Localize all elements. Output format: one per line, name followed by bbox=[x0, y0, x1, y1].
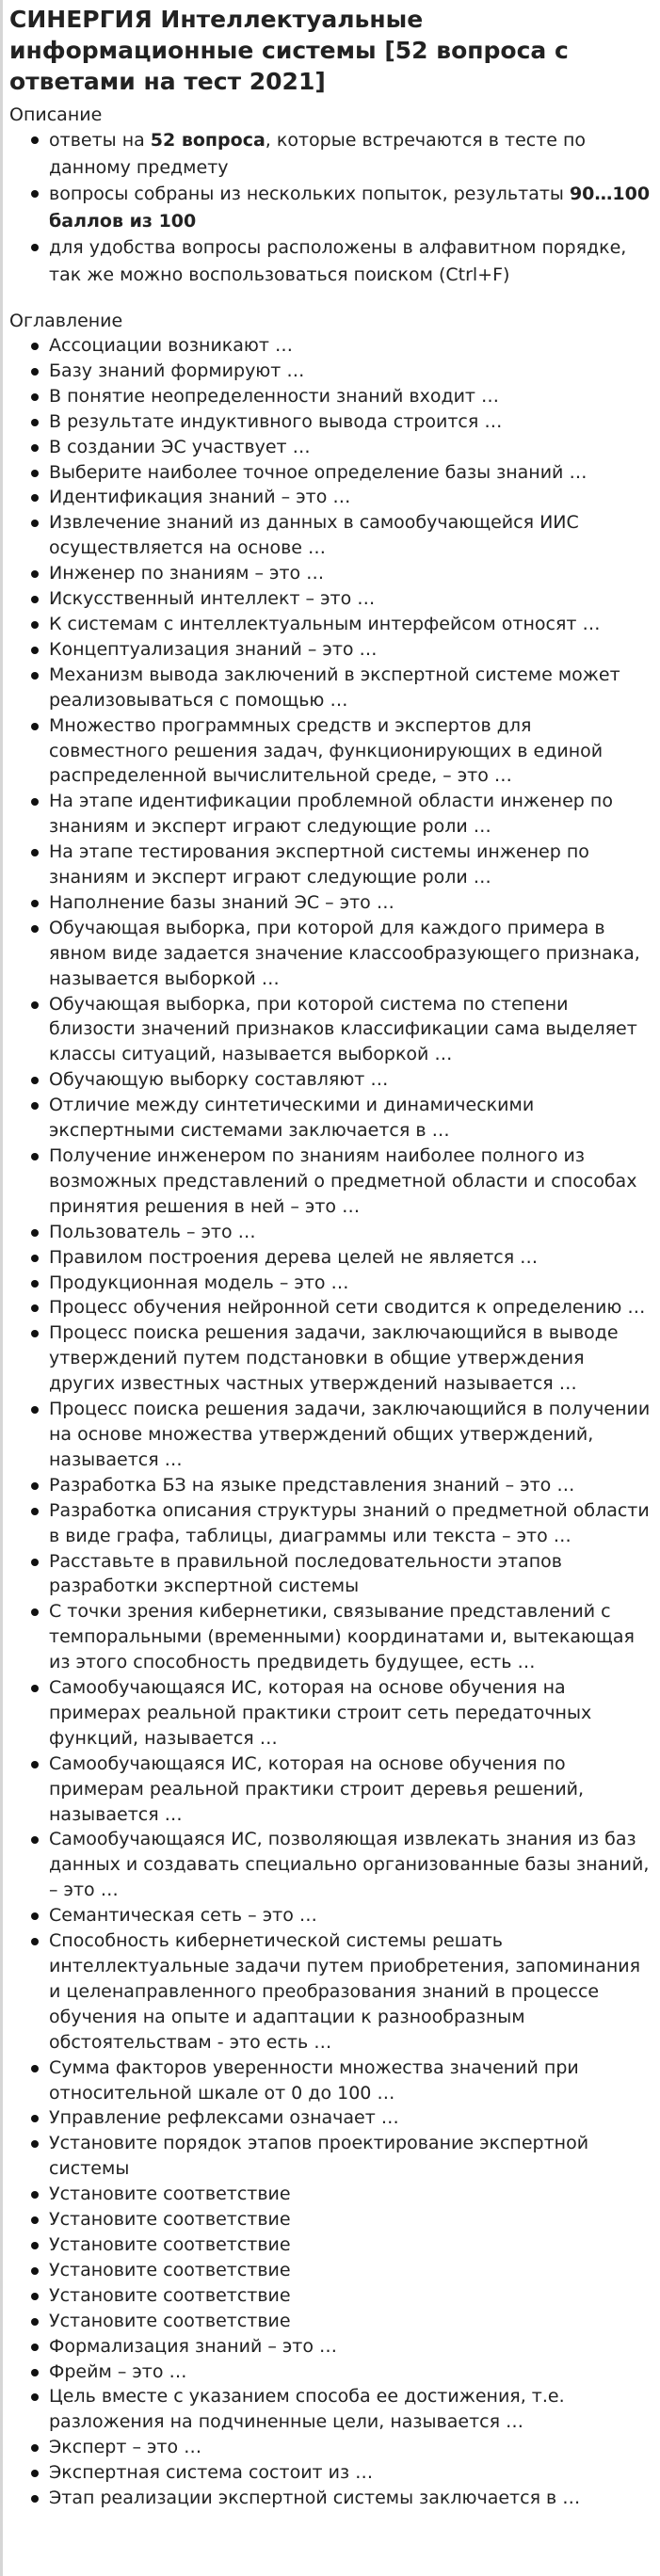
toc-item[interactable]: С точки зрения кибернетики, связывание представлений с темпоральными (временными) координатами и, вытекающая из этого способность предвидеть будущее, есть … bbox=[49, 1599, 651, 1675]
toc-item[interactable]: Наполнение базы знаний ЭС – это … bbox=[49, 890, 651, 916]
toc-item[interactable]: В понятие неопределенности знаний входит … bbox=[49, 384, 651, 409]
toc-item[interactable]: Установите соответствие bbox=[49, 2207, 651, 2232]
toc-item[interactable]: На этапе идентификации проблемной области инженер по знаниям и эксперт играют следующие роли … bbox=[49, 789, 651, 840]
toc-item[interactable]: Управление рефлексами означает … bbox=[49, 2105, 651, 2131]
toc-item[interactable]: Расставьте в правильной последовательности этапов разработки экспертной системы bbox=[49, 1549, 651, 1600]
toc-item[interactable]: Правилом построения дерева целей не является … bbox=[49, 1245, 651, 1271]
spacer bbox=[9, 288, 651, 309]
description-item bbox=[49, 127, 651, 181]
toc-item[interactable]: Продукционная модель – это … bbox=[49, 1271, 651, 1296]
toc-list bbox=[9, 333, 651, 2511]
toc-item[interactable]: Пользователь – это … bbox=[49, 1220, 651, 1245]
toc-item[interactable]: В создании ЭС участвует … bbox=[49, 435, 651, 460]
description-item-bold: 52 вопроса bbox=[150, 130, 266, 151]
toc-item[interactable]: Установите соответствие bbox=[49, 2182, 651, 2207]
toc-item[interactable]: Цель вместе с указанием способа ее достижения, т.е. разложения на подчиненные цели, называется … bbox=[49, 2384, 651, 2435]
toc-item[interactable]: Установите порядок этапов проектирование экспертной системы bbox=[49, 2131, 651, 2182]
toc-item[interactable]: Сумма факторов уверенности множества значений при относительной шкале от 0 до 100 … bbox=[49, 2056, 651, 2106]
toc-item[interactable]: Установите соответствие bbox=[49, 2309, 651, 2334]
toc-item[interactable]: Выберите наиболее точное определение базы знаний … bbox=[49, 460, 651, 486]
toc-item[interactable]: Установите соответствие bbox=[49, 2258, 651, 2283]
toc-item[interactable]: Самообучающаяся ИС, позволяющая извлекать знания из баз данных и создавать специально организованные базы знаний, – это … bbox=[49, 1827, 651, 1903]
description-item-text: , которые встречаются в тесте по данному предмету bbox=[49, 130, 587, 178]
description-item bbox=[49, 181, 651, 234]
toc-item[interactable]: Установите соответствие bbox=[49, 2232, 651, 2258]
toc-item[interactable]: Способность кибернетической системы решать интеллектуальные задачи путем приобретения, запоминания и целенаправленного преобразования знаний в процессе обучения на опыте и адаптации к разнообразным обстоятельствам - это есть … bbox=[49, 1928, 651, 2056]
toc-item[interactable]: Извлечение знаний из данных в самообучающейся ИИС осуществляется на основе … bbox=[49, 510, 651, 561]
description-item bbox=[49, 234, 651, 288]
toc-item[interactable]: Ассоциации возникают … bbox=[49, 333, 651, 359]
toc-item[interactable]: Идентификация знаний – это … bbox=[49, 485, 651, 510]
toc-item[interactable]: На этапе тестирования экспертной системы инженер по знаниям и эксперт играют следующие роли … bbox=[49, 840, 651, 890]
toc-item[interactable]: Базу знаний формируют … bbox=[49, 359, 651, 384]
toc-item[interactable]: Семантическая сеть – это … bbox=[49, 1903, 651, 1928]
description-item-text: вопросы собраны из нескольких попыток, результаты bbox=[49, 184, 570, 204]
description-list bbox=[9, 127, 651, 288]
toc-item[interactable]: Искусственный интеллект – это … bbox=[49, 586, 651, 612]
description-item-bold: 90…100 баллов из 100 bbox=[49, 184, 651, 232]
toc-item[interactable]: Формализация знаний – это … bbox=[49, 2334, 651, 2360]
toc-item[interactable]: В результате индуктивного вывода строится … bbox=[49, 409, 651, 435]
toc-item[interactable]: Эксперт – это … bbox=[49, 2435, 651, 2460]
toc-item[interactable]: Инженер по знаниям – это … bbox=[49, 561, 651, 586]
toc-item[interactable]: Установите соответствие bbox=[49, 2283, 651, 2309]
toc-item[interactable]: Обучающая выборка, при которой для каждого примера в явном виде задается значение классообразующего признака, называется выборкой … bbox=[49, 916, 651, 992]
toc-item[interactable]: Процесс поиска решения задачи, заключающийся в получении на основе множества утверждений общих утверждений, называется … bbox=[49, 1397, 651, 1473]
toc-item[interactable]: Экспертная система состоит из … bbox=[49, 2460, 651, 2486]
toc-item[interactable]: Механизм вывода заключений в экспертной системе может реализовываться с помощью … bbox=[49, 663, 651, 713]
toc-item[interactable]: Получение инженером по знаниям наиболее полного из возможных представлений о предметной области и способах принятия решения в ней – это … bbox=[49, 1144, 651, 1220]
description-item-text: ответы на bbox=[49, 130, 151, 151]
description-label: Описание bbox=[9, 104, 103, 125]
page-title: СИНЕРГИЯ Интеллектуальные информационные системы [52 вопроса с ответами на тест 2021] bbox=[9, 6, 569, 95]
toc-item[interactable]: Обучающая выборка, при которой система по степени близости значений признаков классификации сама выделяет классы ситуаций, называется выборкой … bbox=[49, 992, 651, 1068]
toc-item[interactable]: Отличие между синтетическими и динамическими экспертными системами заключается в … bbox=[49, 1093, 651, 1144]
left-border bbox=[0, 0, 3, 2576]
toc-item[interactable]: Самообучающаяся ИС, которая на основе обучения по примерам реальной практики строит деревья решений, называется … bbox=[49, 1752, 651, 1828]
toc-item[interactable]: Разработка описания структуры знаний о предметной области в виде графа, таблицы, диаграммы или текста – это … bbox=[49, 1498, 651, 1549]
toc-item[interactable]: К системам с интеллектуальным интерфейсом относят … bbox=[49, 612, 651, 637]
toc-item[interactable]: Процесс обучения нейронной сети сводится к определению … bbox=[49, 1295, 651, 1320]
description-item-text: для удобства вопросы расположены в алфавитном порядке, так же можно воспользоваться поиском (Ctrl+F) bbox=[49, 237, 627, 285]
toc-item[interactable]: Этап реализации экспертной системы заключается в … bbox=[49, 2486, 651, 2511]
toc-item[interactable]: Множество программных средств и экспертов для совместного решения задач, функционирующих в единой распределенной вычислительной среде, – это … bbox=[49, 713, 651, 790]
toc-item[interactable]: Обучающую выборку составляют … bbox=[49, 1067, 651, 1093]
toc-item[interactable]: Процесс поиска решения задачи, заключающийся в выводе утверждений путем подстановки в общие утверждения других известных частных утверждений называется … bbox=[49, 1320, 651, 1397]
toc-item[interactable]: Концептуализация знаний – это … bbox=[49, 637, 651, 663]
toc-item[interactable]: Разработка БЗ на языке представления знаний – это … bbox=[49, 1473, 651, 1498]
toc-item[interactable]: Фрейм – это … bbox=[49, 2360, 651, 2385]
toc-item[interactable]: Самообучающаяся ИС, которая на основе обучения на примерах реальной практики строит сеть передаточных функций, называется … bbox=[49, 1675, 651, 1752]
toc-label: Оглавление bbox=[9, 311, 123, 331]
